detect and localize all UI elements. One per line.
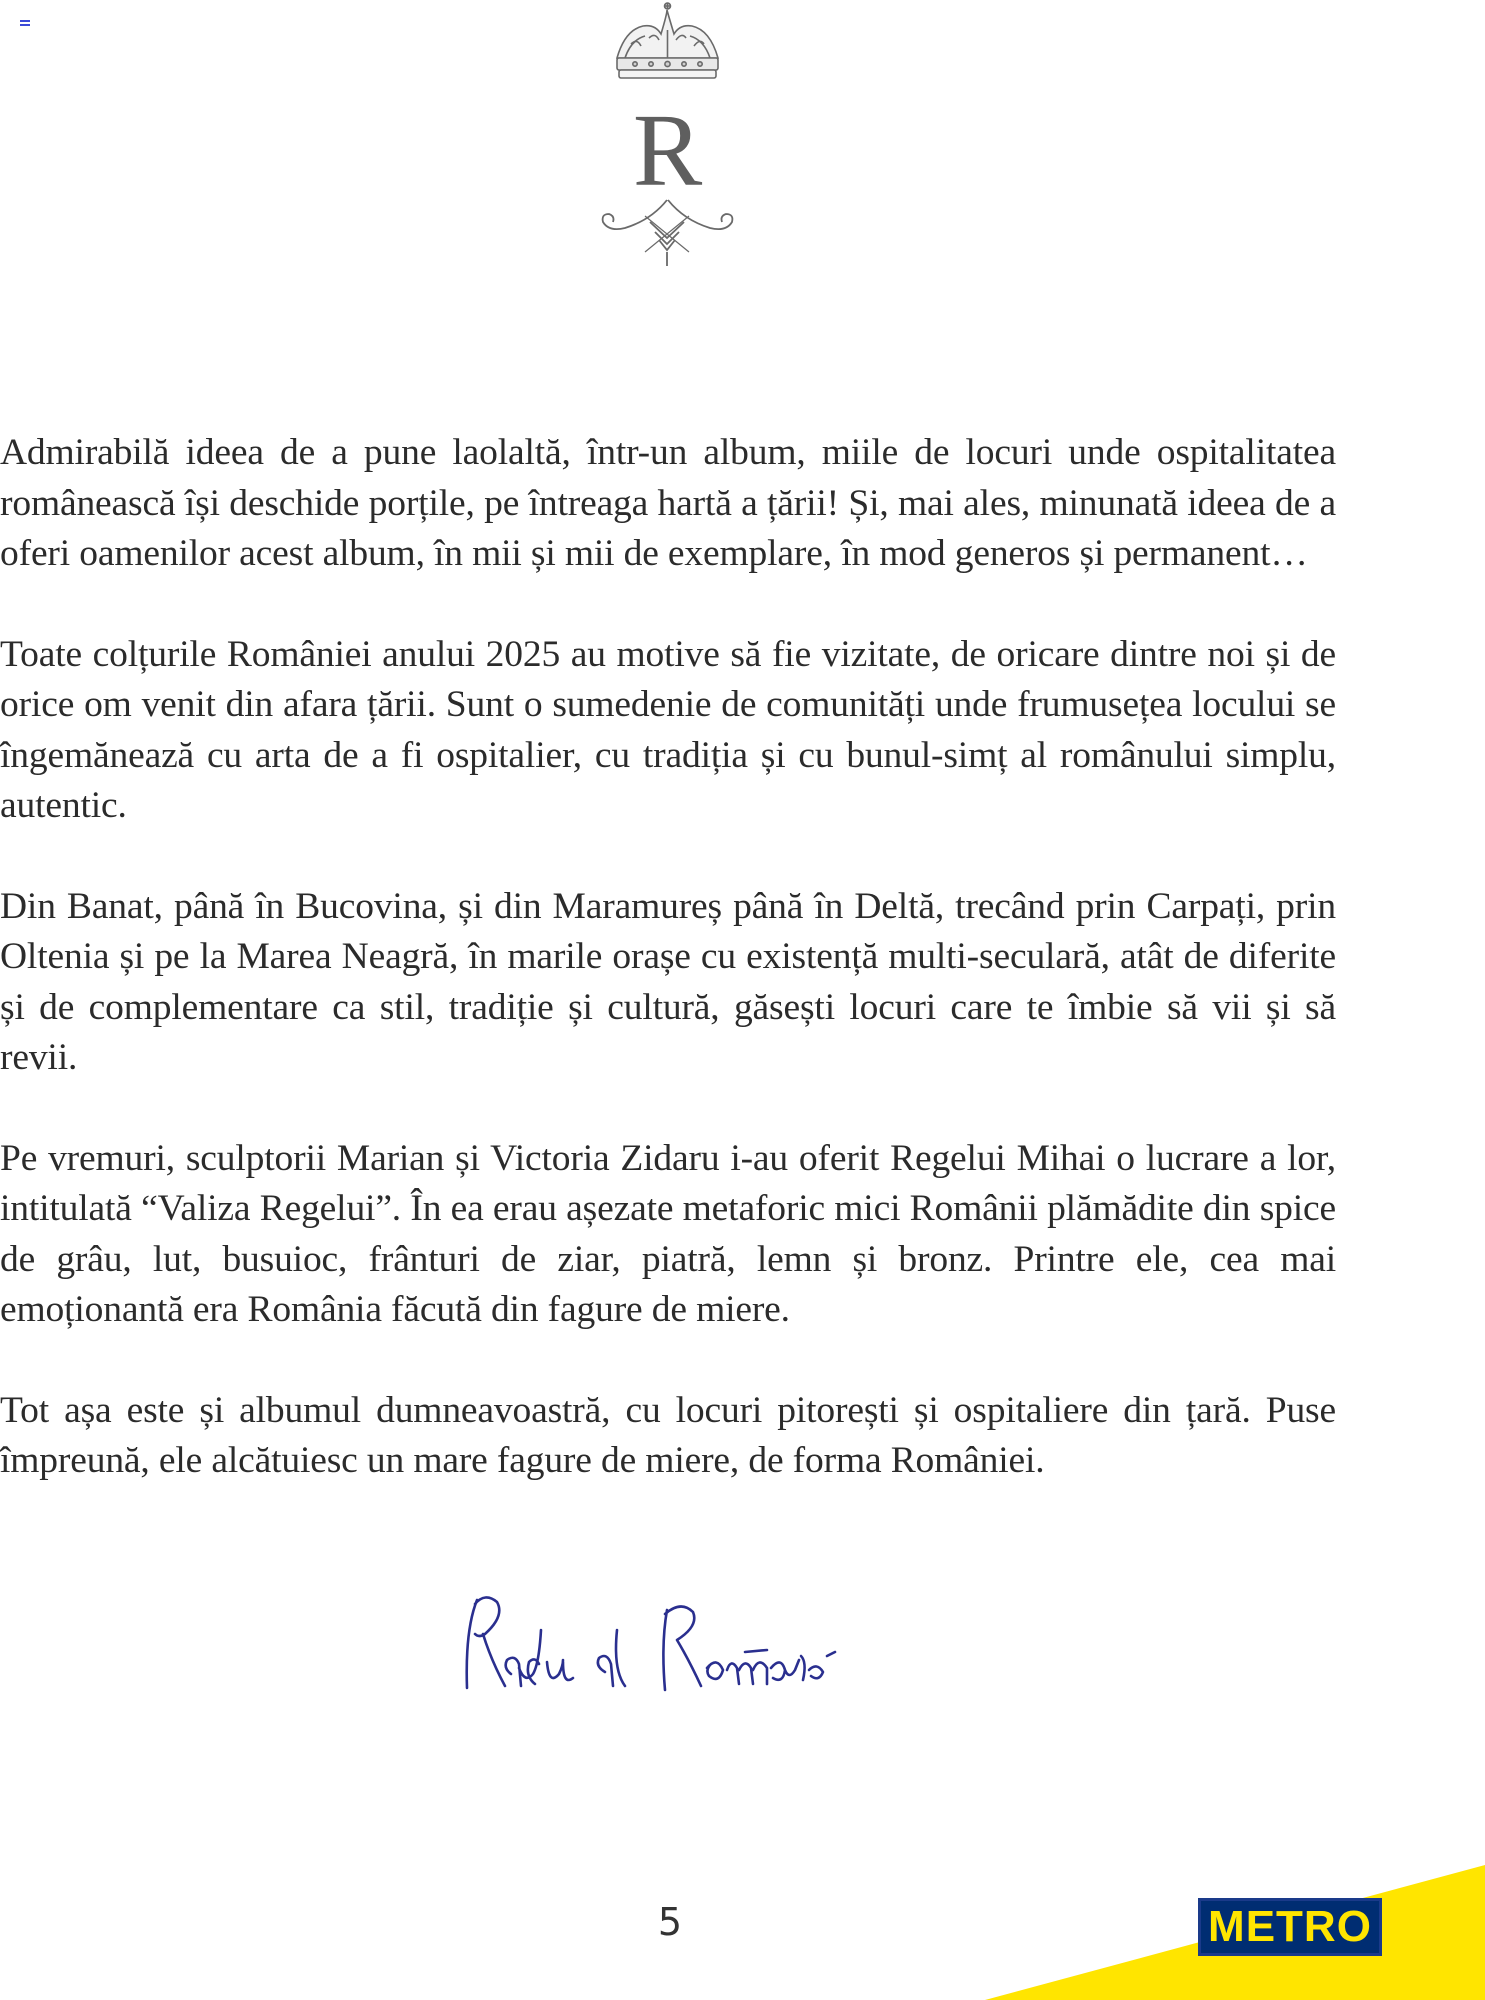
letter-body — [0, 428, 1336, 1537]
letter-paragraph-5: Tot așa este și albumul dumneavoastră, cu locuri pitorești și ospitaliere din țară. Puse împreună, ele alcătuiesc un mare fagure de miere, de forma României. — [0, 1389, 1336, 1481]
page-number: 5 — [657, 1900, 683, 1944]
letter-paragraph-4: Pe vremuri, sculptorii Marian și Victoria Zidaru i-au oferit Regelui Mihai o lucrare a lor, intitulată “Valiza Regelui”. În ea erau așezate metaforic mici Românii plămădite din spice de grâu, lut, busuioc, frânturi de ziar, piatră, lemn și bronz. Printre ele, cea mai emoționantă era România făcută din fagure de miere. — [0, 1137, 1336, 1330]
hamburger-menu-icon[interactable] — [20, 20, 30, 28]
metro-logo — [1198, 1898, 1382, 1956]
monogram-letter: R — [632, 93, 703, 208]
royal-monogram-icon — [595, 0, 740, 275]
metro-logo-text: METRO — [1208, 1902, 1372, 1951]
letter-paragraph-3: Din Banat, până în Bucovina, și din Maramureș până în Deltă, trecând prin Carpați, prin Oltenia și pe la Marea Neagră, în marile orașe cu existență multi-seculară, atât de diferite și de complementare ca stil, tradiție și cultură, găsești locuri care te îmbie să vii și să revii. — [0, 885, 1336, 1078]
letter-paragraph-2: Toate colțurile României anului 2025 au motive să fie vizitate, de oricare dintre noi și de orice om venit din afara țării. Sunt o sumedenie de comunități unde frumusețea locului se îngemănează cu arta de a fi ospitalier, cu tradiția și cu bunul-simț al românului simplu, autentic. — [0, 633, 1336, 826]
letter-paragraph-1: Admirabilă ideea de a pune laolaltă, într-un album, miile de locuri unde ospitalitatea românească își deschide porțile, pe întreaga hartă a țării! Și, mai ales, minunată ideea de a oferi oamenilor acest album, în mii și mii de exemplare, în mod generos și permanent… — [0, 432, 1336, 574]
handwritten-signature — [455, 1590, 895, 1720]
